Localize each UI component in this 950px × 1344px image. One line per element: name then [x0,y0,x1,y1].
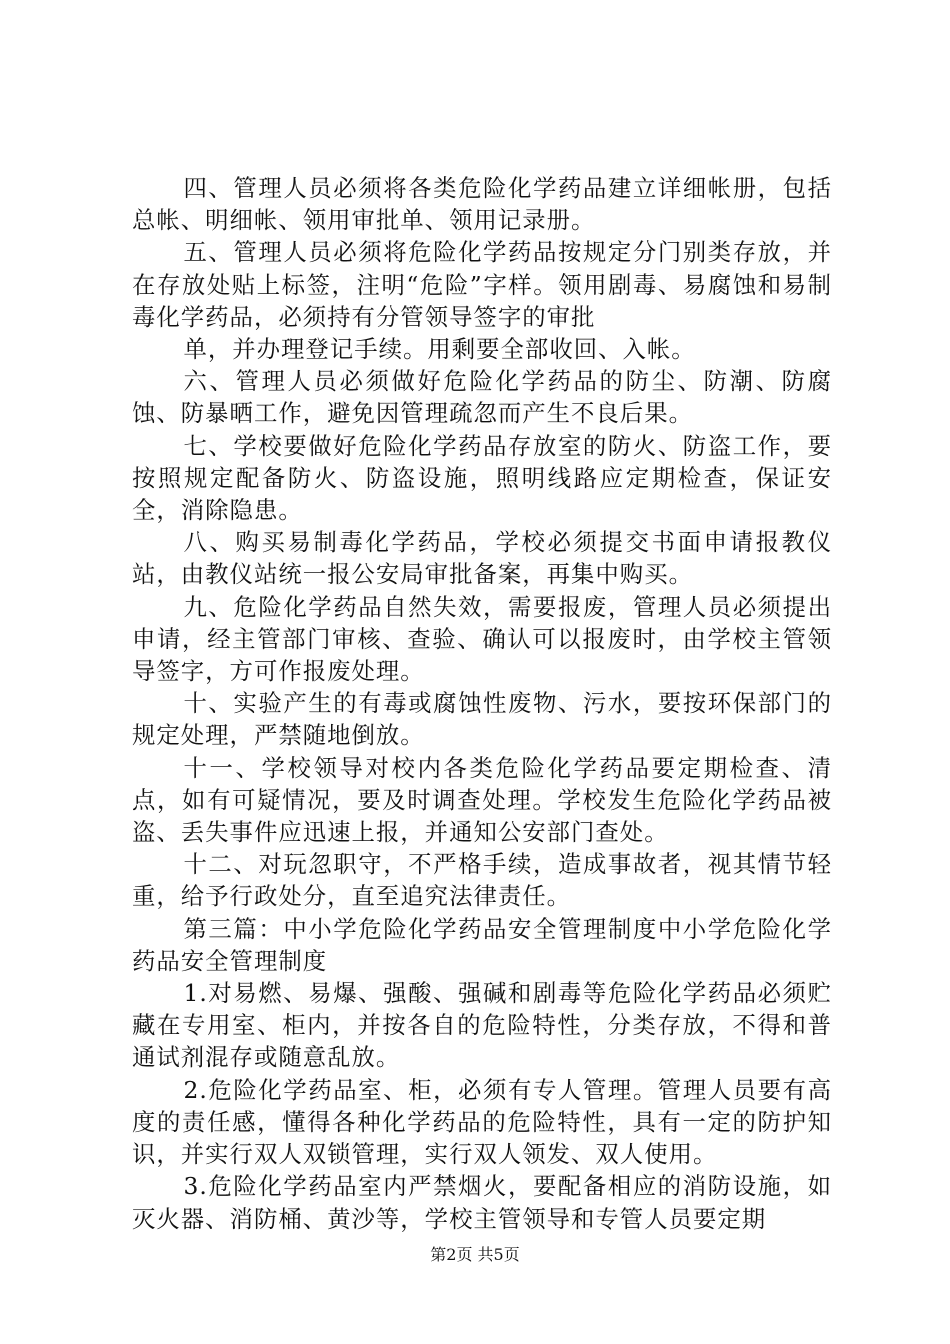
paragraph-10: 十、实验产生的有毒或腐蚀性废物、污水，要按环保部门的规定处理，严禁随地倒放。 [132,689,832,750]
paragraph-5-continued: 单，并办理登记手续。用剩要全部收回、入帐。 [183,335,696,364]
page-number-label: 第2页 共5页 [430,1245,520,1264]
page-footer [0,1245,950,1265]
paragraph-8: 八、购买易制毒化学药品，学校必须提交书面申请报教仪站，由教仪站统一报公安局审批备案，再集中购买。 [132,528,832,589]
section-heading-part-3: 第三篇：中小学危险化学药品安全管理制度中小学危险化学药品安全管理制度 [132,914,832,975]
paragraph-12: 十二、对玩忽职守，不严格手续，造成事故者，视其情节轻重，给予行政处分，直至追究法律责任。 [132,850,832,911]
paragraph-4: 四、管理人员必须将各类危险化学药品建立详细帐册，包括总帐、明细帐、领用审批单、领用记录册。 [132,174,832,235]
numbered-item-1: 1.对易燃、易爆、强酸、强碱和剧毒等危险化学药品必须贮藏在专用室、柜内，并按各自的危险特性，分类存放，不得和普通试剂混存或随意乱放。 [132,979,832,1072]
paragraph-11: 十一、学校领导对校内各类危险化学药品要定期检查、清点，如有可疑情况，要及时调查处理。学校发生危险化学药品被盗、丢失事件应迅速上报，并通知公安部门查处。 [132,753,832,847]
paragraph-5: 五、管理人员必须将危险化学药品按规定分门别类存放，并在存放处贴上标签，注明“危险”字样。领用剧毒、易腐蚀和易制毒化学药品，必须持有分管领导签字的审批 [132,238,832,331]
numbered-item-2: 2.危险化学药品室、柜，必须有专人管理。管理人员要有高度的责任感，懂得各种化学药品的危险特性，具有一定的防护知识，并实行双人双锁管理，实行双人领发、双人使用。 [132,1075,832,1169]
numbered-item-3: 3.危险化学药品室内严禁烟火，要配备相应的消防设施，如灭火器、消防桶、黄沙等，学校主管领导和专管人员要定期 [132,1172,832,1233]
paragraph-7: 七、学校要做好危险化学药品存放室的防火、防盗工作，要按照规定配备防火、防盗设施，照明线路应定期检查，保证安全，消除隐患。 [132,431,832,525]
paragraph-6: 六、管理人员必须做好危险化学药品的防尘、防潮、防腐蚀、防暴晒工作，避免因管理疏忽而产生不良后果。 [132,367,832,428]
document-body [132,172,832,1235]
paragraph-9: 九、危险化学药品自然失效，需要报废，管理人员必须提出申请，经主管部门审核、查验、确认可以报废时，由学校主管领导签字，方可作报废处理。 [132,592,832,686]
